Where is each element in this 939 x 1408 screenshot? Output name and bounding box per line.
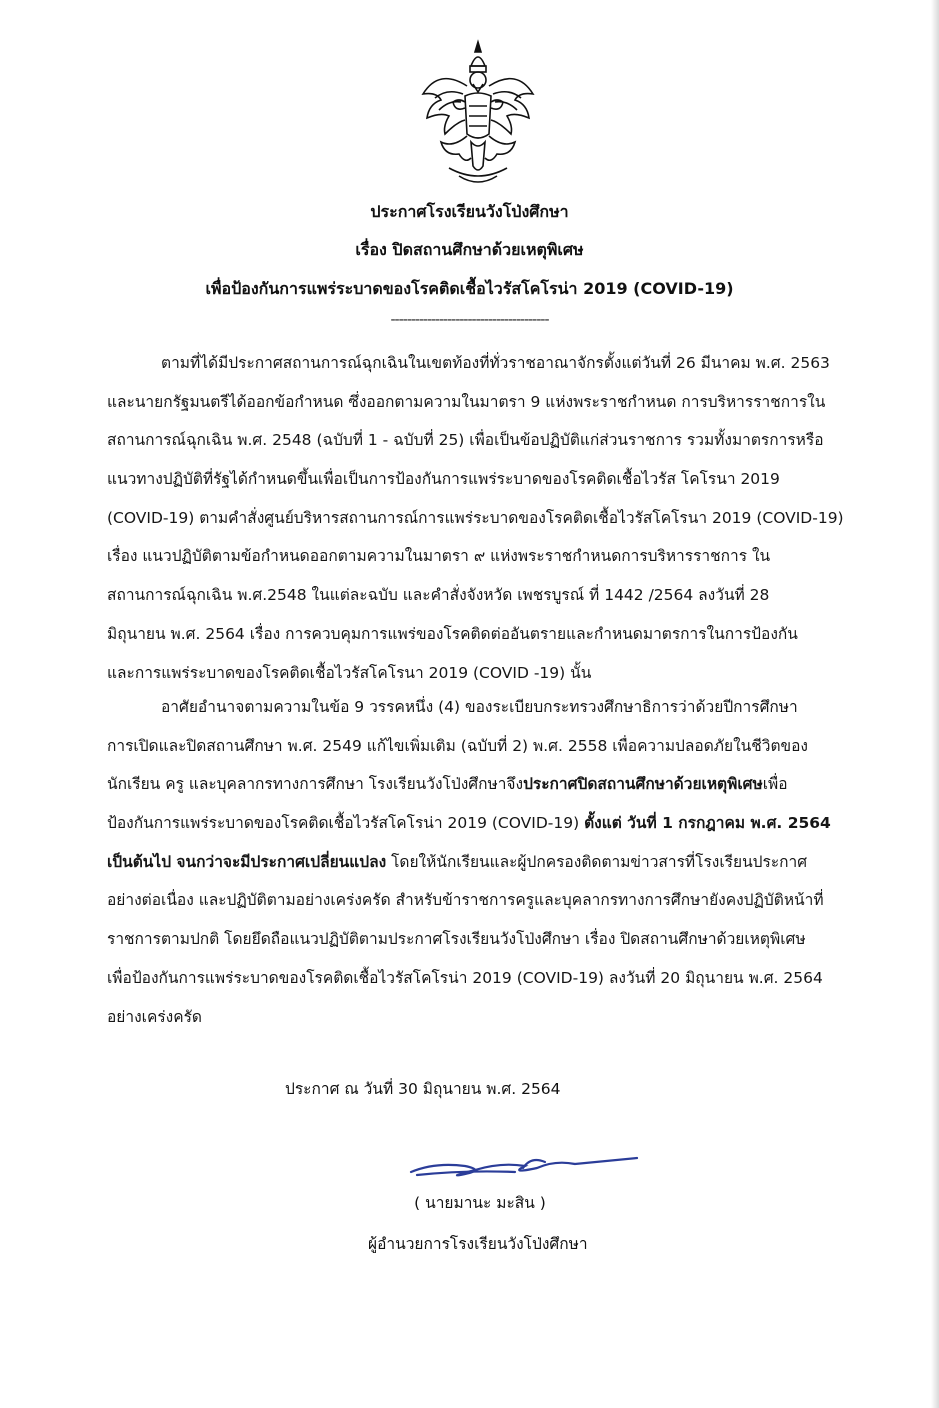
until-notice-bold: เป็นต้นไป จนกว่าจะมีประกาศเปลี่ยนแปลง xyxy=(107,852,387,871)
text-run: เพื่อ xyxy=(762,775,788,794)
paragraph-2-line xyxy=(107,765,861,804)
paragraph-2-line xyxy=(107,804,861,843)
text-run: นักเรียน ครู และบุคลากรทางการศึกษา โรงเรียนวังโป่งศึกษาจึง xyxy=(107,775,524,794)
divider-rule: --------------------------------------- xyxy=(390,312,549,328)
announcement-subject: เรื่อง ปิดสถานศึกษาด้วยเหตุพิเศษ xyxy=(355,240,584,259)
paragraph-1-line: สถานการณ์ฉุกเฉิน พ.ศ.2548 ในแต่ละฉบับ และคำสั่งจังหวัด เพชรบูรณ์ ที่ 1442 /2564 ลงวันที่ 28 xyxy=(107,586,770,605)
garuda-emblem-icon xyxy=(419,38,537,188)
closure-announcement-bold: ประกาศปิดสถานศึกษาด้วยเหตุพิเศษ xyxy=(523,775,763,794)
announcement-purpose: เพื่อป้องกันการแพร่ระบาดของโรคติดเชื้อไวรัสโคโรน่า 2019 (COVID-19) xyxy=(205,279,734,298)
signer-position: ผู้อำนวยการโรงเรียนวังโป่งศึกษา xyxy=(368,1235,588,1253)
paragraph-1-line: แนวทางปฏิบัติที่รัฐได้กำหนดขึ้นเพื่อเป็นการป้องกันการแพร่ระบาดของโรคติดเชื้อไวรัส โคโรนา 2019 xyxy=(107,470,780,489)
paragraph-1-line: สถานการณ์ฉุกเฉิน พ.ศ. 2548 (ฉบับที่ 1 - ฉบับที่ 25) เพื่อเป็นข้อปฏิบัติแก่ส่วนราชการ รวมทั้งมาตรการหรือ xyxy=(107,431,824,450)
paragraph-2-line: อาศัยอำนาจตามความในข้อ 9 วรรคหนึ่ง (4) ของระเบียบกระทรวงศึกษาธิการว่าด้วยปีการศึกษา xyxy=(161,698,798,716)
paragraph-2-line: เพื่อป้องกันการแพร่ระบาดของโรคติดเชื้อไวรัสโคโรน่า 2019 (COVID-19) ลงวันที่ 20 มิถุนายน พ.ศ. 2564 xyxy=(107,968,823,987)
paragraph-2-line: อย่างเคร่งครัด xyxy=(107,1007,202,1026)
signature-icon xyxy=(405,1148,641,1182)
announcement-date: ประกาศ ณ วันที่ 30 มิถุนายน พ.ศ. 2564 xyxy=(285,1080,561,1098)
signer-name: ( นายมานะ มะสิน ) xyxy=(414,1194,546,1212)
paragraph-2-line: การเปิดและปิดสถานศึกษา พ.ศ. 2549 แก้ไขเพิ่มเติม (ฉบับที่ 2) พ.ศ. 2558 เพื่อความปลอดภัยในชีวิตของ xyxy=(107,736,808,755)
paragraph-2 xyxy=(107,688,861,1036)
paragraph-1-line: เรื่อง แนวปฏิบัติตามข้อกำหนดออกตามความในมาตรา ๙ แห่งพระราชกำหนดการบริหารราชการ ใน xyxy=(107,547,771,566)
paragraph-2-line: อย่างต่อเนื่อง และปฏิบัติตามอย่างเคร่งครัด สำหรับข้าราชการครูและบุคลากรทางการศึกษายังคงปฏิบัติหน้าที่ xyxy=(107,891,824,910)
paragraph-1-line: มิถุนายน พ.ศ. 2564 เรื่อง การควบคุมการแพร่ของโรคติดต่ออันตรายและกำหนดมาตรการในการป้องกัน xyxy=(107,624,798,643)
paragraph-1-line: ตามที่ได้มีประกาศสถานการณ์ฉุกเฉินในเขตท้องที่ทั่วราชอาณาจักรตั้งแต่วันที่ 26 มีนาคม พ.ศ. 2563 xyxy=(161,354,830,372)
paragraph-1 xyxy=(107,344,861,692)
paragraph-1-line: และนายกรัฐมนตรีได้ออกข้อกำหนด ซึ่งออกตามความในมาตรา 9 แห่งพระราชกำหนด การบริหารราชการใน xyxy=(107,392,826,411)
start-date-bold: ตั้งแต่ วันที่ 1 กรกฎาคม พ.ศ. 2564 xyxy=(584,814,831,833)
paragraph-1-line: (COVID-19) ตามคำสั่งศูนย์บริหารสถานการณ์การแพร่ระบาดของโรคติดเชื้อไวรัสโคโรนา 2019 (COVID-19) xyxy=(107,508,844,527)
paragraph-1-line: และการแพร่ระบาดของโรคติดเชื้อไวรัสโคโรนา 2019 (COVID -19) นั้น xyxy=(107,663,592,682)
page-edge-shadow xyxy=(931,0,939,1408)
text-run: ป้องกันการแพร่ระบาดของโรคติดเชื้อไวรัสโคโรน่า 2019 (COVID-19) xyxy=(107,814,585,833)
announcement-title: ประกาศโรงเรียนวังโป่งศึกษา xyxy=(370,202,569,221)
paragraph-2-line xyxy=(107,843,861,882)
paragraph-2-line: ราชการตามปกติ โดยยึดถือแนวปฏิบัติตามประกาศโรงเรียนวังโป่งศึกษา เรื่อง ปิดสถานศึกษาด้วยเหตุพิเศษ xyxy=(107,930,806,949)
text-run: โดยให้นักเรียนและผู้ปกครองติดตามข่าวสารที่โรงเรียนประกาศ xyxy=(386,852,808,871)
